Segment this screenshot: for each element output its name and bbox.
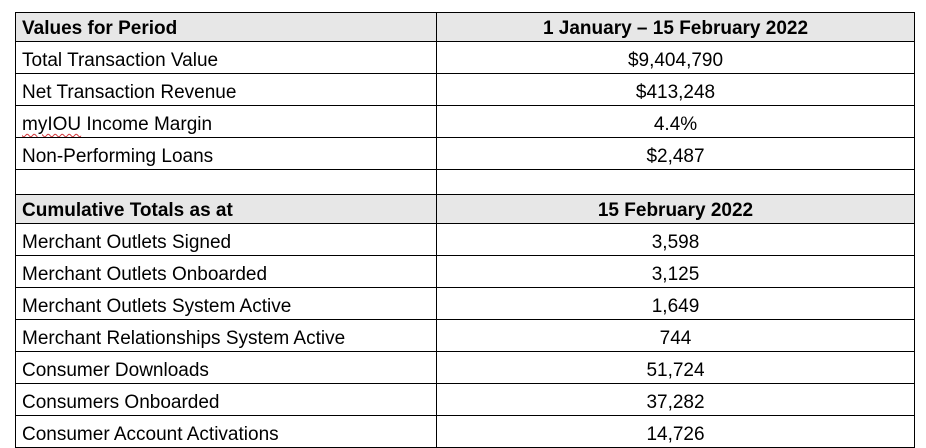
table-row bbox=[16, 416, 915, 448]
row-label: Consumers Onboarded bbox=[16, 384, 437, 416]
row-label: Non-Performing Loans bbox=[16, 138, 437, 170]
row-value: 37,282 bbox=[437, 384, 915, 416]
table-row bbox=[16, 42, 915, 74]
table-row bbox=[16, 288, 915, 320]
row-value: 3,598 bbox=[437, 224, 915, 256]
row-value: 3,125 bbox=[437, 256, 915, 288]
period-header-label: Values for Period bbox=[16, 13, 437, 42]
cumulative-header-row bbox=[16, 195, 915, 224]
period-header-value: 1 January – 15 February 2022 bbox=[437, 13, 915, 42]
table-row bbox=[16, 106, 915, 138]
metrics-table-container bbox=[15, 12, 915, 448]
spacer-row bbox=[16, 170, 915, 195]
cumulative-header-value: 15 February 2022 bbox=[437, 195, 915, 224]
row-label: Consumer Account Activations bbox=[16, 416, 437, 448]
row-label: Merchant Relationships System Active bbox=[16, 320, 437, 352]
table-row bbox=[16, 256, 915, 288]
table-row bbox=[16, 138, 915, 170]
row-value: 1,649 bbox=[437, 288, 915, 320]
row-label: Merchant Outlets Signed bbox=[16, 224, 437, 256]
row-value: 744 bbox=[437, 320, 915, 352]
row-value: 4.4% bbox=[437, 106, 915, 138]
cumulative-header-label: Cumulative Totals as at bbox=[16, 195, 437, 224]
row-value: $413,248 bbox=[437, 74, 915, 106]
spacer-cell bbox=[16, 170, 437, 195]
spacer-cell bbox=[437, 170, 915, 195]
table-row bbox=[16, 320, 915, 352]
table-row bbox=[16, 352, 915, 384]
table-row bbox=[16, 224, 915, 256]
row-value: $9,404,790 bbox=[437, 42, 915, 74]
row-value: 51,724 bbox=[437, 352, 915, 384]
row-label: Consumer Downloads bbox=[16, 352, 437, 384]
row-value: 14,726 bbox=[437, 416, 915, 448]
row-label bbox=[16, 106, 437, 138]
row-label: Merchant Outlets Onboarded bbox=[16, 256, 437, 288]
spellcheck-word: myIOU bbox=[22, 114, 82, 135]
row-label: Total Transaction Value bbox=[16, 42, 437, 74]
row-label: Merchant Outlets System Active bbox=[16, 288, 437, 320]
metrics-table bbox=[15, 12, 915, 448]
row-label: Net Transaction Revenue bbox=[16, 74, 437, 106]
period-header-row bbox=[16, 13, 915, 42]
row-value: $2,487 bbox=[437, 138, 915, 170]
row-label-suffix: Income Margin bbox=[81, 114, 213, 135]
table-row bbox=[16, 384, 915, 416]
table-row bbox=[16, 74, 915, 106]
